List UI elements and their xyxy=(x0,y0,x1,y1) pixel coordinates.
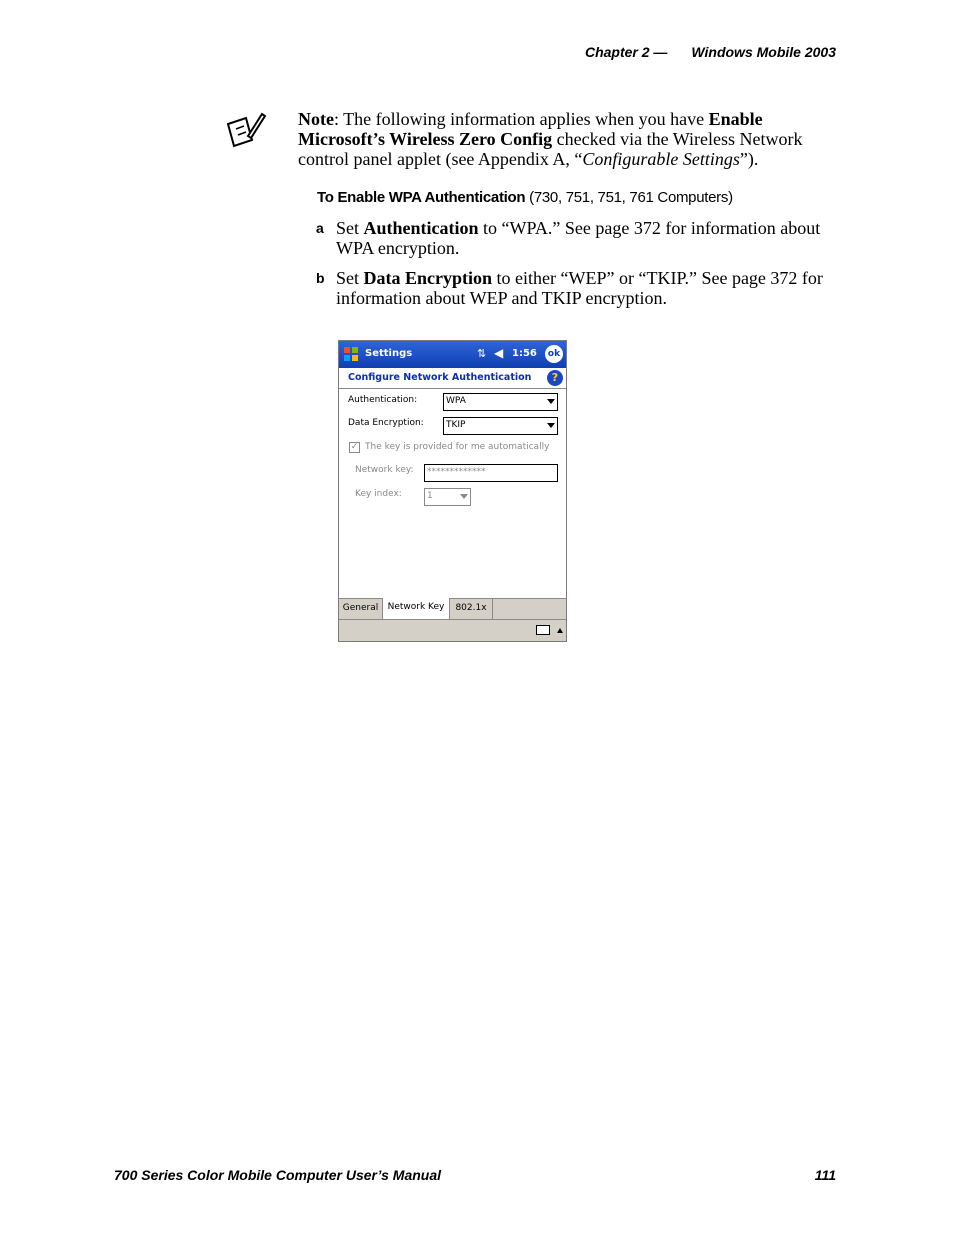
note-reference: Configurable Settings xyxy=(582,149,740,169)
network-key-field[interactable]: ************* xyxy=(424,464,558,482)
help-icon[interactable]: ? xyxy=(547,370,563,386)
procedure-applies: (730, 751, 751, 761 Computers) xyxy=(529,189,733,206)
device-screenshot xyxy=(338,340,567,642)
manual-title: 700 Series Color Mobile Computer User’s Manual xyxy=(114,1167,442,1183)
page-subtitle-bar xyxy=(339,368,566,389)
note-label: Note xyxy=(298,109,334,129)
chevron-down-icon xyxy=(547,399,555,404)
app-title: Settings xyxy=(365,348,413,359)
tab-802-1x[interactable]: 802.1x xyxy=(450,599,493,619)
tab-network-key[interactable]: Network Key xyxy=(383,598,450,619)
windows-start-icon[interactable] xyxy=(342,345,360,363)
tab-strip xyxy=(339,598,567,620)
chevron-down-icon xyxy=(460,494,468,499)
note-text: : The following information applies when you have xyxy=(333,109,709,129)
note-setting-name: Enable Microsoft’s Wireless Zero Config xyxy=(298,109,763,149)
note-text: checked via the Wireless Network control panel applet (see Appendix A, “ xyxy=(298,129,803,169)
key-index-value: 1 xyxy=(427,491,433,501)
chevron-down-icon xyxy=(547,423,555,428)
note-icon xyxy=(224,110,266,152)
auto-key-checkbox[interactable]: ✓ xyxy=(350,442,359,452)
step-label: b xyxy=(316,270,325,286)
input-panel-arrow-icon[interactable] xyxy=(557,628,563,633)
procedure-heading xyxy=(317,189,733,206)
data-encryption-dropdown[interactable] xyxy=(443,417,558,435)
step-text: Set xyxy=(336,218,364,238)
keyboard-icon[interactable] xyxy=(536,625,550,635)
chapter-label: Chapter 2 — xyxy=(584,44,668,60)
step-text: to “WPA.” See page 372 for information about WPA encryption. xyxy=(336,218,821,258)
step-text: Set xyxy=(336,268,364,288)
step-text: to either “WEP” or “TKIP.” See page 372 for information about WEP and TKIP encryption. xyxy=(336,268,823,308)
step-b xyxy=(316,268,836,308)
connectivity-icon[interactable]: ⇅ xyxy=(477,347,487,360)
page-subtitle: Configure Network Authentication xyxy=(348,372,532,383)
authentication-label: Authentication: xyxy=(348,395,418,405)
note-paragraph xyxy=(298,109,818,169)
step-label: a xyxy=(316,220,324,236)
page-number: 111 xyxy=(814,1167,836,1183)
step-setting: Authentication xyxy=(363,218,479,238)
network-key-label: Network key: xyxy=(355,465,414,475)
authentication-value: WPA xyxy=(446,396,466,406)
note-text: ”). xyxy=(739,149,759,169)
auto-key-label: The key is provided for me automatically xyxy=(365,442,550,452)
running-header xyxy=(585,44,836,60)
key-index-label: Key index: xyxy=(355,489,402,499)
authentication-dropdown[interactable] xyxy=(443,393,558,411)
step-a xyxy=(316,218,836,258)
ok-button[interactable]: ok xyxy=(545,345,563,363)
data-encryption-value: TKIP xyxy=(446,420,466,430)
chapter-title: Windows Mobile 2003 xyxy=(691,44,836,60)
running-footer xyxy=(114,1167,836,1183)
title-bar xyxy=(339,341,566,368)
command-bar xyxy=(339,619,567,642)
procedure-title: To Enable WPA Authentication xyxy=(317,189,526,206)
key-index-dropdown[interactable] xyxy=(424,488,471,506)
speaker-icon[interactable]: ◀ xyxy=(494,346,504,360)
tab-general[interactable]: General xyxy=(339,599,383,619)
clock[interactable]: 1:56 xyxy=(512,348,537,359)
step-setting: Data Encryption xyxy=(363,268,493,288)
data-encryption-label: Data Encryption: xyxy=(348,418,424,428)
